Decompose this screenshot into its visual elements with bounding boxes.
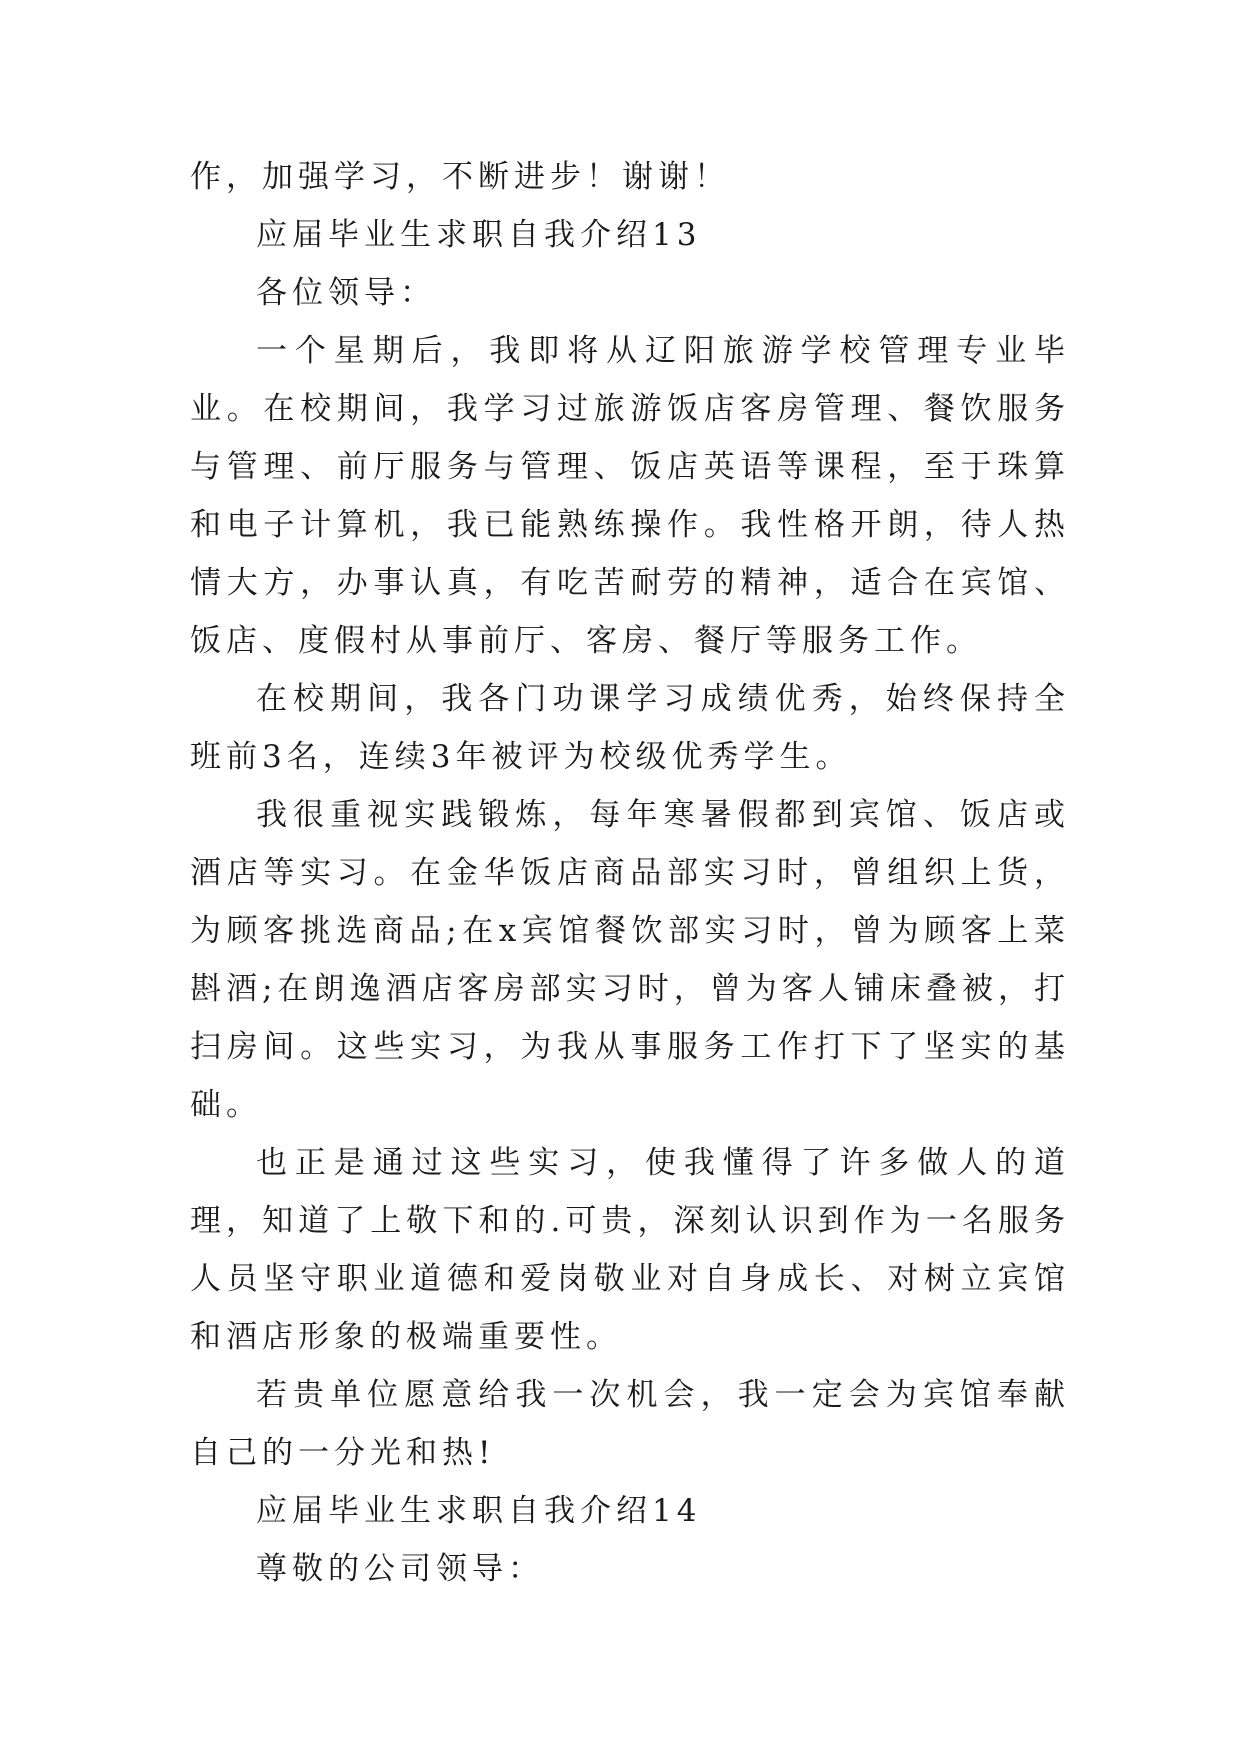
heading-intro-14: 应届毕业生求职自我介绍14	[256, 1493, 702, 1529]
paragraph-background: 一个星期后，我即将从辽阳旅游学校管理专业毕业。在校期间，我学习过旅游饭店客房管理、餐饮服务与管理、前厅服务与管理、饭店英语等课程，至于珠算和电子计算机，我已能熟练操作。我性格开朗，待人热情大方，办事认真，有吃苦耐劳的精神，适合在宾馆、饭店、度假村从事前厅、客房、餐厅等服务工作。	[190, 333, 1070, 659]
document-page	[190, 148, 1070, 1598]
paragraph-internships: 我很重视实践锻炼，每年寒暑假都到宾馆、饭店或酒店等实习。在金华饭店商品部实习时，曾组织上货，为顾客挑选商品;在x宾馆餐饮部实习时，曾为顾客上菜斟酒;在朗逸酒店客房部实习时，曾为客人铺床叠被，打扫房间。这些实习，为我从事服务工作打下了坚实的基础。	[190, 797, 1070, 1123]
salutation-13: 各位领导：	[256, 275, 436, 311]
heading-intro-13: 应届毕业生求职自我介绍13	[256, 217, 702, 253]
paragraph-grades: 在校期间，我各门功课学习成绩优秀，始终保持全班前3名，连续3年被评为校级优秀学生。	[190, 681, 1070, 775]
paragraph-request: 若贵单位愿意给我一次机会，我一定会为宾馆奉献自己的一分光和热!	[190, 1377, 1070, 1471]
paragraph-closing: 作，加强学习，不断进步！谢谢！	[190, 159, 730, 195]
salutation-14: 尊敬的公司领导：	[256, 1551, 544, 1587]
paragraph-lessons: 也正是通过这些实习，使我懂得了许多做人的道理，知道了上敬下和的.可贵，深刻认识到作为一名服务人员坚守职业道德和爱岗敬业对自身成长、对树立宾馆和酒店形象的极端重要性。	[190, 1145, 1070, 1355]
